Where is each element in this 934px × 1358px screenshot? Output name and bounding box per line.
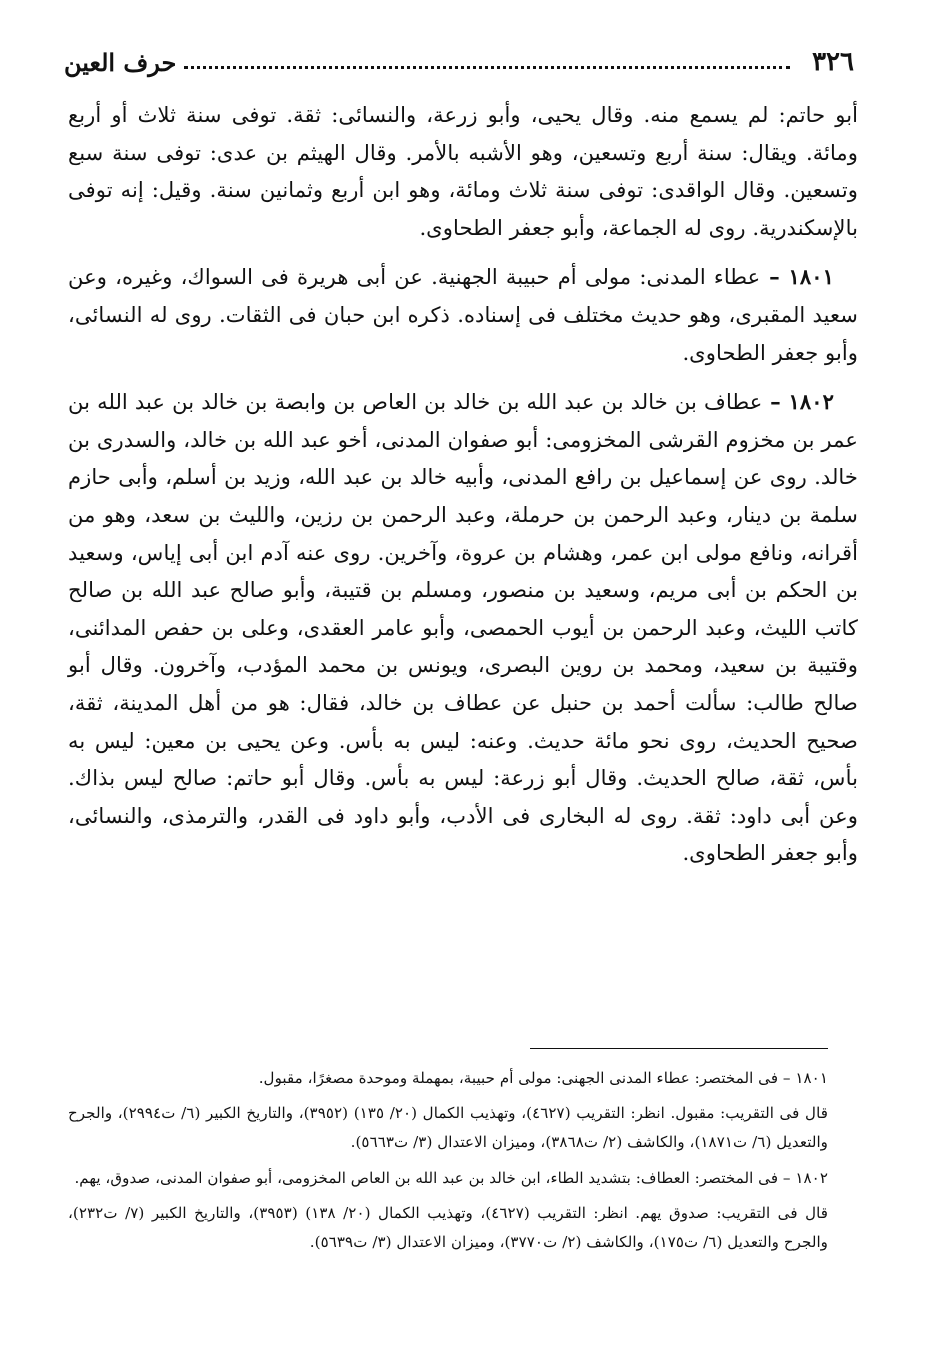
page-header [64,42,854,82]
entry-text: عطاف بن خالد بن عبد الله بن خالد بن العاص بن وابصة بن خالد بن عبد الله بن عمر بن مخزوم القرشى المخزومى: أبو صفوان المدنى، أخو عبد الله بن خالد، والسدرى بن خالد. روى عن إسماعيل بن رافع المدنى، وأبيه خالد بن عبد الله، وزيد بن أسلم، وأبى حازم سلمة بن دينار، وعبد الرحمن بن حرملة، وعبد الرحمن بن رزين، والليث بن سعد، وهو من أقرانه، ونافع مولى ابن عمر، وهشام بن عروة، وآخرين. روى عنه آدم ابن أبى إياس، وسعيد بن الحكم بن أبى مريم، وسعيد بن منصور، ومسلم بن قتيبة، وأبو صالح عبد الله بن صالح كاتب الليث، وعبد الرحمن بن أيوب الحمصى، وأبو عامر العقدى، وعلى بن حفص المدائنى، وقتيبة بن سعيد، ومحمد بن روين البصرى، ويونس بن محمد المؤدب، وآخرون. وقال أبو صالح طالب: سألت أحمد بن حنبل عن عطاف بن خالد، فقال: هو من أهل المدينة، ثقة، صحيح الحديث، روى نحو مائة حديث. وعنه: ليس به بأس. وعن يحيى بن معين: ليس به بأس، ثقة، صالح الحديث. وقال أبو زرعة: ليس به بأس. وقال أبو حاتم: صالح ليس بذاك. وعن أبى داود: ثقة. روى له البخارى فى الأدب، وأبو داود فى القدر، والترمذى، والنسائى، وأبو جعفر الطحاوى. [68,389,858,866]
footnote-text: فى المختصر: عطاء المدنى الجهنى: مولى أم حبيبة، بمهملة وموحدة مصغرًا، مقبول. [258,1069,779,1087]
entry-1801 [68,258,858,371]
page-number: ٣٢٦ [812,47,854,77]
running-title: حرف العين [64,47,177,77]
paragraph-text: أبو حاتم: لم يسمع منه. وقال يحيى، وأبو زرعة، والنسائى: ثقة. توفى سنة ثلاث أو أربع ومائة. ويقال: سنة أربع وتسعين، وهو الأشبه بالأمر. وقال الهيثم بن عدى: توفى سنة سبع وتسعين. وقال الواقدى: توفى سنة ثلاث ومائة، وهو ابن أربع وثمانين سنة. وقيل: إنه توفى بالإسكندرية. روى له الجماعة، وأبو جعفر الطحاوى. [68,102,858,240]
header-dotted-leader [184,66,790,69]
continued-paragraph [68,96,858,246]
footnote-number: ١٨٠٢ – [778,1168,828,1187]
footnote-reference-text: قال فى التقريب: صدوق يهم. انظر: التقريب (٤٦٢٧)، وتهذيب الكمال (٢٠/ ١٣٨) (٣٩٥٣)، والتاريخ الكبير (٧/ ت٢٣٢)، والجرح والتعديل (٦/ ت١٧٥)، والكاشف (٢/ ت٣٧٧٠)، وميزان الاعتدال (٣/ ت٥٦٣٩). [68,1203,829,1252]
footnote-1801 [68,1064,828,1093]
footnote-number: ١٨٠١ – [778,1069,828,1087]
footnote-1801-reference [68,1099,828,1157]
footnote-separator [530,1048,828,1049]
entry-number: ١٨٠١ – [760,264,834,290]
entry-text: عطاء المدنى: مولى أم حبيبة الجهنية. عن أبى هريرة فى السواك، وغيره، وعن سعيد المقبرى، وهو حديث مختلف فى إسناده. ذكره ابن حبان فى الثقات. روى له النسائى، وأبو جعفر الطحاوى. [68,264,858,365]
footnote-1802-reference [68,1199,828,1257]
entry-number: ١٨٠٢ – [762,389,834,415]
footnote-1802 [68,1164,828,1193]
entry-1802 [68,383,858,872]
footnotes [68,1064,828,1263]
footnote-reference-text: قال فى التقريب: مقبول. انظر: التقريب (٤٦٢٧)، وتهذيب الكمال (٢٠/ ١٣٥) (٣٩٥٢)، والتاريخ الكبير (٦/ ت٢٩٩٤)، والجرح والتعديل (٦/ ت١٨٧١)، والكاشف (٢/ ت٣٨٦٨)، وميزان الاعتدال (٣/ ت٥٦٦٣). [68,1104,828,1152]
main-text [68,96,858,884]
footnote-text: فى المختصر: العطاف: بتشديد الطاء، ابن خالد بن عبد الله بن العاص المخزومى، أبو صفوان المدنى، صدوق، يهم. [74,1168,779,1187]
